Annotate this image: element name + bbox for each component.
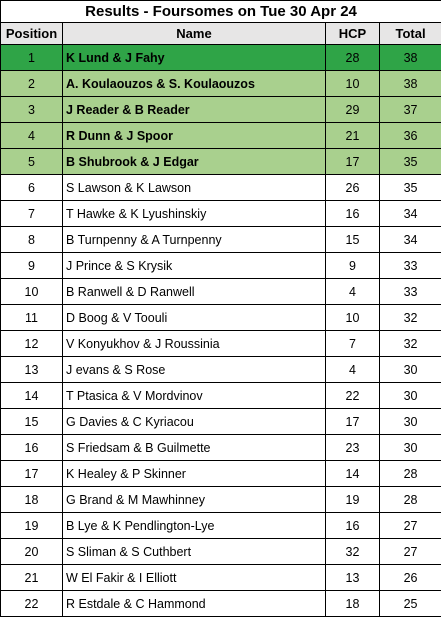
table-row	[1, 201, 441, 227]
table-row	[1, 513, 441, 539]
cell-position[interactable]: 10	[1, 279, 63, 305]
cell-total[interactable]: 38	[380, 45, 441, 71]
cell-name[interactable]: D Boog & V Toouli	[63, 305, 326, 331]
cell-total[interactable]: 33	[380, 279, 441, 305]
cell-hcp[interactable]: 17	[326, 149, 380, 175]
table-row	[1, 45, 441, 71]
cell-hcp[interactable]: 16	[326, 513, 380, 539]
table-row	[1, 149, 441, 175]
cell-total[interactable]: 35	[380, 149, 441, 175]
cell-name[interactable]: V Konyukhov & J Roussinia	[63, 331, 326, 357]
cell-hcp[interactable]: 28	[326, 45, 380, 71]
cell-total[interactable]: 38	[380, 71, 441, 97]
cell-position[interactable]: 3	[1, 97, 63, 123]
cell-position[interactable]: 17	[1, 461, 63, 487]
cell-hcp[interactable]: 19	[326, 487, 380, 513]
cell-total[interactable]: 33	[380, 253, 441, 279]
table-row	[1, 383, 441, 409]
cell-name[interactable]: W El Fakir & I Elliott	[63, 565, 326, 591]
cell-total[interactable]: 32	[380, 331, 441, 357]
cell-position[interactable]: 19	[1, 513, 63, 539]
cell-total[interactable]: 37	[380, 97, 441, 123]
cell-name[interactable]: S Lawson & K Lawson	[63, 175, 326, 201]
table-row	[1, 487, 441, 513]
cell-position[interactable]: 7	[1, 201, 63, 227]
table-row	[1, 461, 441, 487]
column-header-name[interactable]: Name	[63, 23, 326, 45]
cell-position[interactable]: 22	[1, 591, 63, 617]
cell-position[interactable]: 21	[1, 565, 63, 591]
cell-position[interactable]: 15	[1, 409, 63, 435]
cell-position[interactable]: 20	[1, 539, 63, 565]
table-row	[1, 591, 441, 617]
cell-hcp[interactable]: 15	[326, 227, 380, 253]
column-header-position[interactable]: Position	[1, 23, 63, 45]
cell-position[interactable]: 14	[1, 383, 63, 409]
cell-hcp[interactable]: 10	[326, 305, 380, 331]
table-row	[1, 331, 441, 357]
cell-total[interactable]: 30	[380, 383, 441, 409]
cell-position[interactable]: 16	[1, 435, 63, 461]
cell-total[interactable]: 26	[380, 565, 441, 591]
cell-position[interactable]: 2	[1, 71, 63, 97]
cell-name[interactable]: B Turnpenny & A Turnpenny	[63, 227, 326, 253]
cell-total[interactable]: 34	[380, 227, 441, 253]
cell-hcp[interactable]: 16	[326, 201, 380, 227]
cell-name[interactable]: B Lye & K Pendlington-Lye	[63, 513, 326, 539]
cell-hcp[interactable]: 17	[326, 409, 380, 435]
cell-name[interactable]: J Reader & B Reader	[63, 97, 326, 123]
cell-total[interactable]: 27	[380, 539, 441, 565]
table-row	[1, 175, 441, 201]
table-row	[1, 305, 441, 331]
cell-position[interactable]: 12	[1, 331, 63, 357]
table-row	[1, 279, 441, 305]
table-row	[1, 357, 441, 383]
cell-name[interactable]: R Estdale & C Hammond	[63, 591, 326, 617]
cell-name[interactable]: B Shubrook & J Edgar	[63, 149, 326, 175]
cell-hcp[interactable]: 14	[326, 461, 380, 487]
page-title: Results - Foursomes on Tue 30 Apr 24	[1, 1, 441, 23]
cell-hcp[interactable]: 18	[326, 591, 380, 617]
table-row	[1, 565, 441, 591]
cell-total[interactable]: 32	[380, 305, 441, 331]
cell-name[interactable]: G Davies & C Kyriacou	[63, 409, 326, 435]
cell-hcp[interactable]: 29	[326, 97, 380, 123]
cell-position[interactable]: 18	[1, 487, 63, 513]
cell-hcp[interactable]: 22	[326, 383, 380, 409]
cell-position[interactable]: 6	[1, 175, 63, 201]
table-row	[1, 539, 441, 565]
cell-name[interactable]: K Lund & J Fahy	[63, 45, 326, 71]
cell-hcp[interactable]: 10	[326, 71, 380, 97]
cell-name[interactable]: B Ranwell & D Ranwell	[63, 279, 326, 305]
cell-total[interactable]: 30	[380, 409, 441, 435]
cell-position[interactable]: 1	[1, 45, 63, 71]
cell-name[interactable]: S Friedsam & B Guilmette	[63, 435, 326, 461]
table-row	[1, 227, 441, 253]
cell-hcp[interactable]: 32	[326, 539, 380, 565]
table-row	[1, 409, 441, 435]
cell-total[interactable]: 30	[380, 435, 441, 461]
cell-total[interactable]: 27	[380, 513, 441, 539]
cell-total[interactable]: 36	[380, 123, 441, 149]
cell-hcp[interactable]: 4	[326, 279, 380, 305]
cell-hcp[interactable]: 23	[326, 435, 380, 461]
cell-position[interactable]: 8	[1, 227, 63, 253]
cell-name[interactable]: G Brand & M Mawhinney	[63, 487, 326, 513]
cell-hcp[interactable]: 13	[326, 565, 380, 591]
cell-hcp[interactable]: 9	[326, 253, 380, 279]
table-row	[1, 123, 441, 149]
cell-total[interactable]: 25	[380, 591, 441, 617]
cell-hcp[interactable]: 7	[326, 331, 380, 357]
cell-total[interactable]: 34	[380, 201, 441, 227]
header-row	[1, 23, 441, 45]
table-row	[1, 71, 441, 97]
cell-name[interactable]: J Prince & S Krysik	[63, 253, 326, 279]
cell-name[interactable]: R Dunn & J Spoor	[63, 123, 326, 149]
cell-total[interactable]: 30	[380, 357, 441, 383]
cell-name[interactable]: A. Koulaouzos & S. Koulaouzos	[63, 71, 326, 97]
cell-total[interactable]: 35	[380, 175, 441, 201]
cell-position[interactable]: 13	[1, 357, 63, 383]
table-row	[1, 97, 441, 123]
cell-hcp[interactable]: 21	[326, 123, 380, 149]
cell-total[interactable]: 28	[380, 487, 441, 513]
column-header-hcp[interactable]: HCP	[326, 23, 380, 45]
cell-name[interactable]: K Healey & P Skinner	[63, 461, 326, 487]
results-body	[1, 45, 441, 617]
table-row	[1, 253, 441, 279]
cell-position[interactable]: 11	[1, 305, 63, 331]
cell-position[interactable]: 4	[1, 123, 63, 149]
cell-position[interactable]: 9	[1, 253, 63, 279]
cell-total[interactable]: 28	[380, 461, 441, 487]
cell-name[interactable]: S Sliman & S Cuthbert	[63, 539, 326, 565]
cell-name[interactable]: T Hawke & K Lyushinskiy	[63, 201, 326, 227]
cell-name[interactable]: T Ptasica & V Mordvinov	[63, 383, 326, 409]
table-row	[1, 435, 441, 461]
cell-position[interactable]: 5	[1, 149, 63, 175]
cell-name[interactable]: J evans & S Rose	[63, 357, 326, 383]
column-header-total[interactable]: Total	[380, 23, 441, 45]
cell-hcp[interactable]: 4	[326, 357, 380, 383]
cell-hcp[interactable]: 26	[326, 175, 380, 201]
